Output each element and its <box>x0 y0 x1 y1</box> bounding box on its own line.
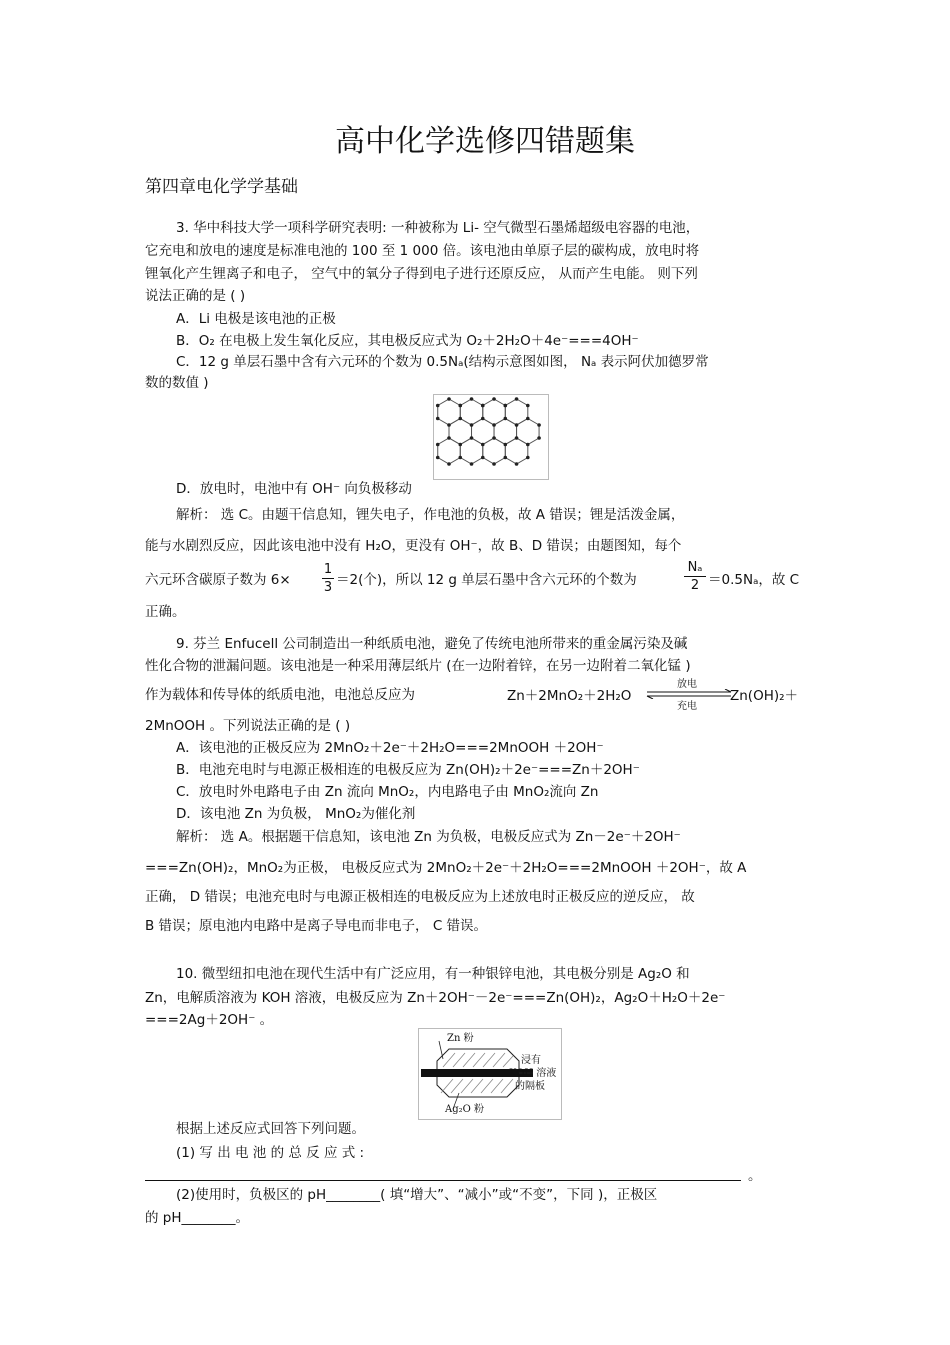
q9-option-c: C．放电时外电路电子由 Zn 流向 MnO₂，内电路电子由 MnO₂流向 Zn <box>176 784 599 800</box>
q9-analysis: 解析： 选 A。根据题干信息知，该电池 Zn 为负极，电极反应式为 Zn－2e⁻＋2OH⁻ <box>176 829 681 845</box>
q9-option-d: D．该电池 Zn 为负极， MnO₂为催化剂 <box>176 806 416 822</box>
q9-equation-right: Zn(OH)₂＋ <box>730 688 799 704</box>
fraction-na-half <box>684 560 706 593</box>
fraction-one-third <box>322 562 334 595</box>
carbon-atom <box>481 456 485 460</box>
carbon-atom <box>447 423 451 427</box>
q3-option-d: D．放电时，电池中有 OH⁻ 向负极移动 <box>176 481 412 497</box>
carbon-atom <box>458 456 462 460</box>
answer-blank-line[interactable] <box>145 1180 741 1181</box>
carbon-atom <box>503 404 507 408</box>
button-cell-figure <box>418 1028 562 1120</box>
chapter-heading: 第四章电化学学基础 <box>145 177 298 197</box>
q9-option-a: A．该电池的正极反应为 2MnO₂＋2e⁻＋2H₂O===2MnOOH ＋2OH⁻ <box>176 740 604 756</box>
carbon-atom <box>436 443 440 447</box>
carbon-atom <box>470 423 474 427</box>
q3-analysis: 能与水剧烈反应，因此该电池中没有 H₂O，更没有 OH⁻，故 B、D 错误；由题图知，每个 <box>145 538 682 554</box>
carbon-atom <box>492 397 496 401</box>
carbon-atom <box>447 462 451 466</box>
q3-stem-line: 3. 华中科技大学一项科学研究表明: 一种被称为 Li- 空气微型石墨烯超级电容器的电池， <box>176 220 700 236</box>
carbon-atom <box>526 456 530 460</box>
carbon-atom <box>470 397 474 401</box>
q10-part-2-cont: 的 pH________。 <box>145 1210 250 1226</box>
carbon-atom <box>515 397 519 401</box>
q10-part-2: (2)使用时，负极区的 pH________( 填“增大”、“减小”或“不变”，下同 )，正极区 <box>176 1187 658 1203</box>
q3-analysis: 正确。 <box>145 604 186 620</box>
carbon-atom <box>447 397 451 401</box>
carbon-atom <box>537 436 541 440</box>
graphene-structure-figure <box>433 394 549 480</box>
q3-stem-line: 锂氧化产生锂离子和电子， 空气中的氧分子得到电子进行还原反应， 从而产生电能。 则下列 <box>145 266 698 282</box>
q10-stem-line: Zn，电解质溶液为 KOH 溶液，电极反应为 Zn＋2OH⁻－2e⁻===Zn(OH)₂，Ag₂O＋H₂O＋2e⁻ <box>145 990 726 1006</box>
carbon-atom <box>470 436 474 440</box>
separator-label: 浸有 <box>521 1055 541 1066</box>
q9-analysis: 正确， D 错误；电池充电时与电源正极相连的电极反应为上述放电时正极反应的逆反应， 故 <box>145 889 695 905</box>
carbon-atom <box>481 443 485 447</box>
fraction-numerator: Nₐ <box>687 560 703 575</box>
fraction-denominator: 2 <box>690 578 700 593</box>
carbon-atom <box>503 443 507 447</box>
carbon-atom <box>492 423 496 427</box>
q3-option-a: A．Li 电极是该电池的正极 <box>176 311 336 327</box>
carbon-atom <box>481 404 485 408</box>
carbon-atom <box>436 404 440 408</box>
carbon-atom <box>515 436 519 440</box>
q3-option-c-cont: 数的数值 ) <box>145 375 209 391</box>
q9-equation-left: Zn＋2MnO₂＋2H₂O <box>507 688 632 704</box>
arrow-bottom-label: 充电 <box>677 701 697 712</box>
q10-stem-line: 10. 微型纽扣电池在现代生活中有广泛应用，有一种银锌电池，其电极分别是 Ag₂O 和 <box>176 966 690 982</box>
carbon-atom <box>503 417 507 421</box>
q3-stem-line: 它充电和放电的速度是标准电池的 100 至 1 000 倍。该电池由单原子层的碳构成，放电时将 <box>145 243 700 259</box>
zn-powder-label: Zn 粉 <box>447 1033 474 1044</box>
q9-stem-line: 2MnOOH 。下列说法正确的是 ( ) <box>145 718 351 734</box>
page-title: 高中化学选修四错题集 <box>335 124 635 159</box>
carbon-atom <box>515 462 519 466</box>
q3-option-b: B．O₂ 在电极上发生氧化反应，其电极反应式为 O₂＋2H₂O＋4e⁻===4OH⁻ <box>176 333 639 349</box>
carbon-atom <box>503 456 507 460</box>
q9-analysis: ===Zn(OH)₂，MnO₂为正极， 电极反应式为 2MnO₂＋2e⁻＋2H₂O===2MnOOH ＋2OH⁻，故 A <box>145 860 747 876</box>
reversible-arrow <box>645 677 733 711</box>
separator-label: 的隔板 <box>515 1081 545 1092</box>
q3-stem-line: 说法正确的是 ( ) <box>145 288 246 304</box>
q3-analysis: 六元环含碳原子数为 6× <box>145 572 291 588</box>
carbon-atom <box>458 417 462 421</box>
q10-part-1: (1) 写 出 电 池 的 总 反 应 式 : <box>176 1145 365 1161</box>
carbon-atom <box>526 443 530 447</box>
carbon-atom <box>492 436 496 440</box>
arrow-top-label: 放电 <box>677 679 697 690</box>
ag2o-powder-label: Ag₂O 粉 <box>445 1104 485 1115</box>
q9-option-b: B．电池充电时与电源正极相连的电极反应为 Zn(OH)₂＋2e⁻===Zn＋2OH⁻ <box>176 762 640 778</box>
carbon-atom <box>537 423 541 427</box>
carbon-atom <box>492 462 496 466</box>
q10-part-1-end: 。 <box>748 1168 762 1184</box>
q10-prompt: 根据上述反应式回答下列问题。 <box>176 1121 365 1137</box>
carbon-atom <box>458 404 462 408</box>
q9-stem-line: 9. 芬兰 Enfucell 公司制造出一种纸质电池，避免了传统电池所带来的重金属污染及碱 <box>176 636 688 652</box>
q9-analysis: B 错误；原电池内电路中是离子导电而非电子， C 错误。 <box>145 918 488 934</box>
fraction-numerator: 1 <box>323 562 333 577</box>
separator-label: KOH 溶液 <box>509 1068 557 1079</box>
carbon-atom <box>436 417 440 421</box>
q3-analysis: ＝0.5Nₐ，故 C <box>708 572 800 588</box>
fraction-denominator: 3 <box>323 580 333 595</box>
q10-stem-line: ===2Ag＋2OH⁻ 。 <box>145 1012 274 1028</box>
carbon-atom <box>436 456 440 460</box>
q3-option-c: C．12 g 单层石墨中含有六元环的个数为 0.5Nₐ(结构示意图如图， Nₐ 表示阿伏加德罗常 <box>176 354 709 370</box>
carbon-atom <box>458 443 462 447</box>
carbon-atom <box>526 417 530 421</box>
carbon-atom <box>526 404 530 408</box>
carbon-atom <box>470 462 474 466</box>
carbon-atom <box>447 436 451 440</box>
carbon-atom <box>515 423 519 427</box>
q3-analysis: 解析： 选 C。由题干信息知，锂失电子，作电池的负极，故 A 错误；锂是活泼金属， <box>176 507 685 523</box>
q9-stem-line: 作为载体和传导体的纸质电池，电池总反应为 <box>145 687 415 703</box>
q3-analysis: ＝2(个)，所以 12 g 单层石墨中含六元环的个数为 <box>336 572 637 588</box>
q9-stem-line: 性化合物的泄漏问题。该电池是一种采用薄层纸片 (在一边附着锌，在另一边附着二氧化锰 ) <box>145 658 691 674</box>
carbon-atom <box>481 417 485 421</box>
